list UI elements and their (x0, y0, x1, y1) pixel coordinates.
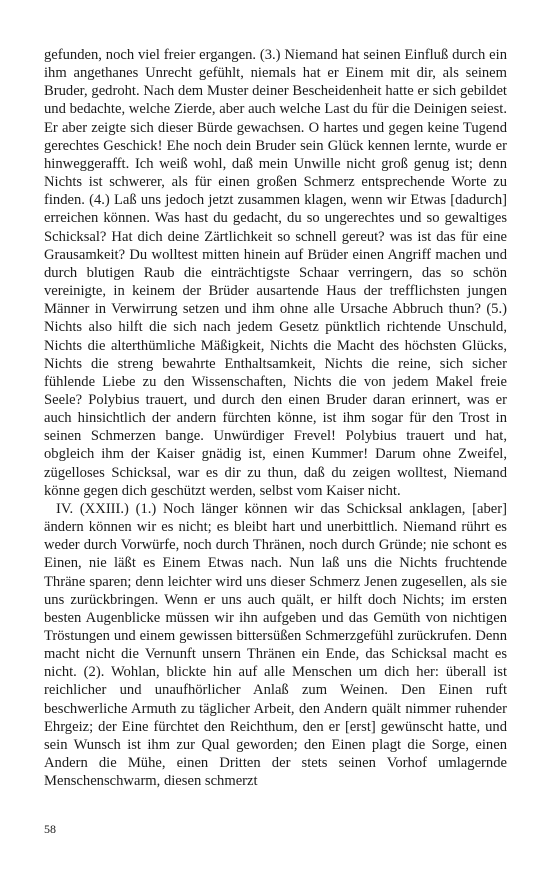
paragraph-section-iv: IV. (XXIII.) (1.) Noch länger können wir das Schicksal anklagen, [aber] ändern können wir es nicht; es bleibt hart und unerbittlich. Niemand rührt es weder durch Vorwürfe, noch durch Thränen, noch durch Gründe; nie schont es Einen, nie läßt es Einem Etwas nach. Nun laß uns die Nichts fruchtende Thräne sparen; denn leichter wird uns dieser Schmerz Jenen zugesellen, als sie uns zurückbringen. Wenn er uns auch quält, er hilft doch Nichts; im ersten besten Augenblicke müssen wir ihn aufgeben und das Gemüth von nichtigen Tröstungen und einem gewissen bittersüßen Schmerzgefühl zurückrufen. Denn macht nicht die Vernunft unsern Thränen ein Ende, das Schicksal macht es nicht. (2). Wohlan, blickte hin auf alle Menschen um dich her: überall ist reichlicher und unaufhörlicher Anlaß zum Weinen. Den Einen ruft beschwerliche Armuth zu täglicher Arbeit, den Andern quält nimmer ruhender Ehrgeiz; der Eine fürchtet den Reichthum, den er [erst] gewünscht hatte, und sein Wunsch ist ihm zur Qual geworden; den Einen plagt die Sorge, einen Andern die Mühe, einen Dritten der stets seinen Vorhof umlagernde Menschenschwarm, diesen schmerzt (44, 500, 507, 790)
page-number: 58 (44, 822, 56, 836)
paragraph-continued: gefunden, noch viel freier ergangen. (3.) Niemand hat seinen Einfluß durch ein ihm angethanes Unrecht gefühlt, niemals hat er Einem mit dir, als seinem Bruder, gedroht. Nach dem Muster deiner Bescheidenheit hatte er sich gebildet und bedachte, welche Zierde, aber auch welche Last du für die Deinigen seiest. Er aber zeigte sich dieser Bürde gewachsen. O hartes und gegen keine Tugend gerechtes Geschick! Ehe noch dein Bruder sein Glück kennen lernte, wurde er hinweggerafft. Ich weiß wohl, daß mein Unwille nicht groß genug ist; denn Nichts ist schwerer, als für einen großen Schmerz entsprechende Worte zu finden. (4.) Laß uns jedoch jetzt zusammen klagen, wenn wir Etwas [dadurch] erreichen können. Was hast du gedacht, du so ungerechtes und so gewaltiges Schicksal? Hat dich deine Zärtlichkeit so schnell gereut? was ist das für eine Grausamkeit? Du wolltest mitten hinein auf Brüder einen Angriff machen und durch blutigen Raub die einträchtigste Schaar verringern, das so schön vereinigte, in keinem der Brüder ausartende Haus der trefflichsten jungen Männer in Verwirrung setzen und ihm ohne alle Ursache Abbruch thun? (5.) Nichts also hilft die sich nach jedem Gesetz pünktlich richtende Unschuld, Nichts die alterthümliche Mäßigkeit, Nichts die Macht des höchsten Glücks, Nichts die streng bewahrte Enthaltsamkeit, Nichts die reine, sich sicher fühlende Liebe zu den Wissenschaften, Nichts die von jedem Makel freie Seele? Polybius trauert, und durch den einen Bruder daran erinnert, was er auch hinsichtlich der andern fürchten könne, ist ihm sogar für den Trost in seinen Schmerzen bange. Unwürdiger Frevel! Polybius trauert und hat, obgleich ihm der Kaiser gnädig ist, einen Kummer! Darum ohne Zweifel, zügelloses Schicksal, war es dir zu thun, daß du zeigen wolltest, Niemand könne gegen dich geschützt werden, selbst vom Kaiser nicht. (44, 47, 507, 499)
page-body (44, 46, 507, 790)
